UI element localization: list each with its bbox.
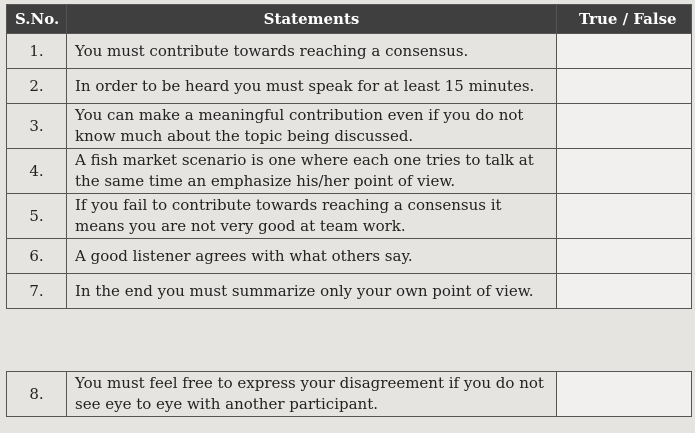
table-row <box>7 104 692 149</box>
row-statement: You must feel free to express your disagreement if you do not see eye to eye with another participant. <box>67 372 557 417</box>
answer-cell[interactable] <box>557 372 692 417</box>
row-statement: A good listener agrees with what others say. <box>67 239 557 274</box>
row-number: 8. <box>7 372 67 417</box>
table-header-row <box>7 5 692 34</box>
answer-cell[interactable] <box>557 194 692 239</box>
row-statement: In the end you must summarize only your own point of view. <box>67 274 557 309</box>
header-true-false: True / False <box>557 5 692 34</box>
row-statement: If you fail to contribute towards reaching a consensus it means you are not very good at team work. <box>67 194 557 239</box>
table-row <box>7 239 692 274</box>
answer-cell[interactable] <box>557 149 692 194</box>
row-statement: In order to be heard you must speak for at least 15 minutes. <box>67 69 557 104</box>
table-row <box>7 149 692 194</box>
table-row <box>7 69 692 104</box>
table-row <box>7 194 692 239</box>
answer-cell[interactable] <box>557 69 692 104</box>
answer-cell[interactable] <box>557 34 692 69</box>
row-statement: You must contribute towards reaching a consensus. <box>67 34 557 69</box>
row-statement: A fish market scenario is one where each one tries to talk at the same time an emphasize his/her point of view. <box>67 149 557 194</box>
answer-cell[interactable] <box>557 274 692 309</box>
header-sno: S.No. <box>7 5 67 34</box>
row-number: 5. <box>7 194 67 239</box>
answer-cell[interactable] <box>557 104 692 149</box>
statements-table-continued <box>6 371 692 417</box>
row-number: 6. <box>7 239 67 274</box>
table-row <box>7 372 692 417</box>
header-statements: Statements <box>67 5 557 34</box>
row-number: 3. <box>7 104 67 149</box>
row-number: 2. <box>7 69 67 104</box>
row-number: 1. <box>7 34 67 69</box>
row-number: 4. <box>7 149 67 194</box>
table-row <box>7 274 692 309</box>
row-number: 7. <box>7 274 67 309</box>
row-statement: You can make a meaningful contribution even if you do not know much about the topic being discussed. <box>67 104 557 149</box>
answer-cell[interactable] <box>557 239 692 274</box>
statements-table <box>6 4 692 309</box>
table-row <box>7 34 692 69</box>
